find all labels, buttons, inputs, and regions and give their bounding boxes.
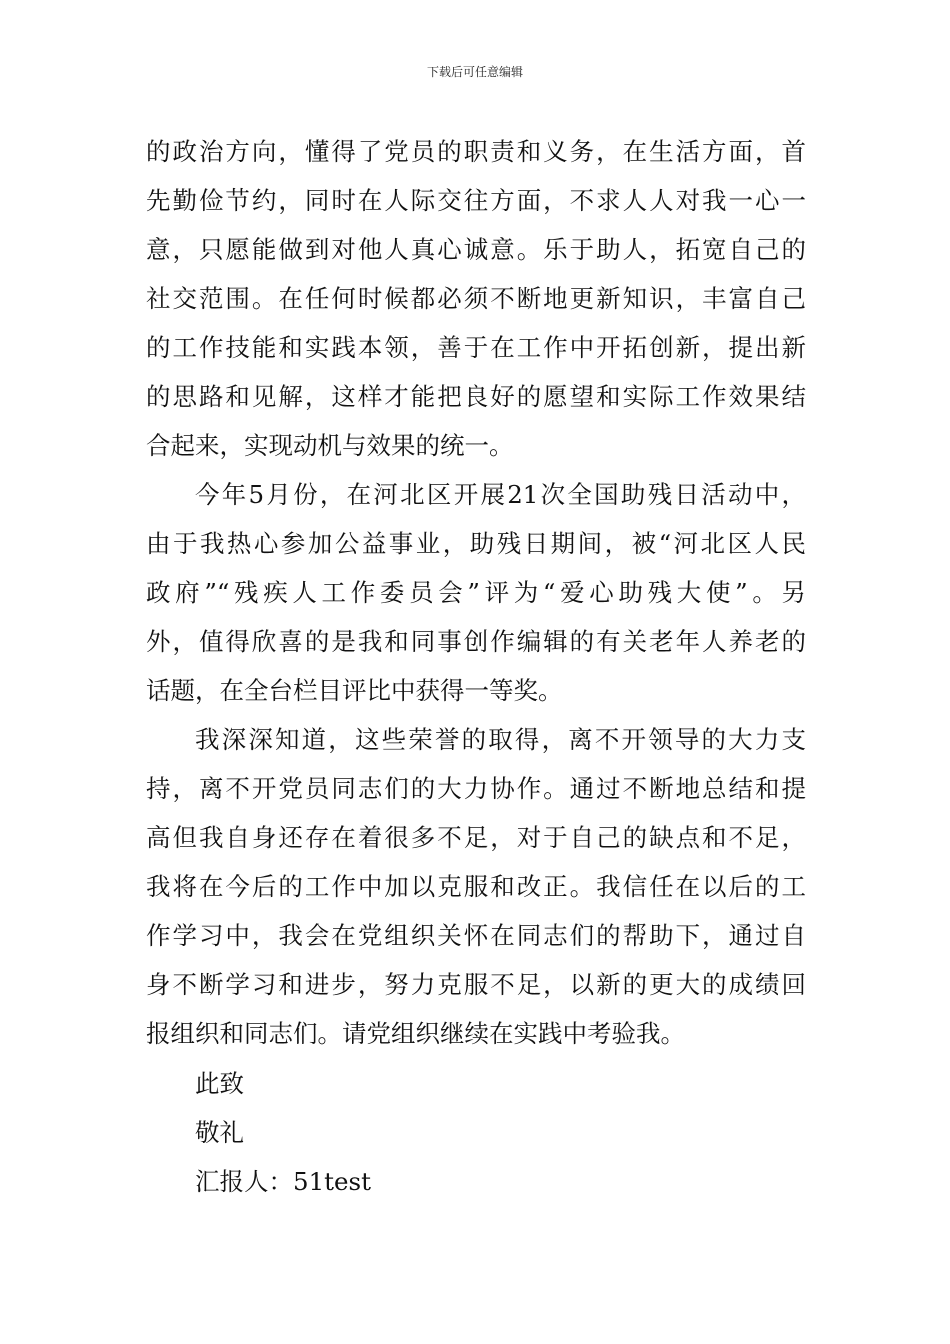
salutation-line-1: 此致 bbox=[195, 1069, 244, 1098]
reporter-signature: 汇报人：51test bbox=[195, 1167, 371, 1196]
text-line: 合起来，实现动机与效果的统一。 bbox=[146, 431, 514, 460]
text-line: 我将在今后的工作中加以克服和改正。我信任在以后的工 bbox=[146, 872, 806, 901]
document-body bbox=[146, 127, 806, 1206]
text-line: 先勤俭节约，同时在人际交往方面，不求人人对我一心一 bbox=[146, 186, 806, 215]
text-line: 的思路和见解，这样才能把良好的愿望和实际工作效果结 bbox=[146, 382, 806, 411]
salutation-line-2: 敬礼 bbox=[195, 1118, 244, 1147]
text-line: 的工作技能和实践本领，善于在工作中开拓创新，提出新 bbox=[146, 333, 806, 362]
text-line: 外，值得欣喜的是我和同事创作编辑的有关老年人养老的 bbox=[146, 627, 806, 656]
paragraph-2 bbox=[146, 470, 806, 715]
paragraph-3 bbox=[146, 715, 806, 1058]
text-line: 我深深知道，这些荣誉的取得，离不开领导的大力支 bbox=[195, 725, 806, 754]
text-line: 持，离不开党员同志们的大力协作。通过不断地总结和提 bbox=[146, 774, 806, 803]
text-line: 身不断学习和进步，努力克服不足，以新的更大的成绩回 bbox=[146, 970, 806, 999]
paragraph-1 bbox=[146, 127, 806, 470]
text-line: 社交范围。在任何时候都必须不断地更新知识，丰富自己 bbox=[146, 284, 806, 313]
text-line: 高但我自身还存在着很多不足，对于自己的缺点和不足， bbox=[146, 823, 806, 852]
text-line: 报组织和同志们。请党组织继续在实践中考验我。 bbox=[146, 1019, 685, 1048]
text-line: 话题，在全台栏目评比中获得一等奖。 bbox=[146, 676, 563, 705]
text-line: 今年5月份，在河北区开展21次全国助残日活动中， bbox=[195, 480, 806, 509]
text-line: 意，只愿能做到对他人真心诚意。乐于助人，拓宽自己的 bbox=[146, 235, 806, 264]
text-line: 政府”“残疾人工作委员会”评为“爱心助残大使”。另 bbox=[146, 578, 806, 607]
text-line: 由于我热心参加公益事业，助残日期间，被“河北区人民 bbox=[146, 529, 806, 558]
page-header: 下载后可任意编辑 bbox=[426, 65, 523, 79]
closing-block bbox=[146, 1059, 806, 1206]
text-line: 的政治方向，懂得了党员的职责和义务，在生活方面，首 bbox=[146, 137, 806, 166]
text-line: 作学习中，我会在党组织关怀在同志们的帮助下，通过自 bbox=[146, 921, 806, 950]
